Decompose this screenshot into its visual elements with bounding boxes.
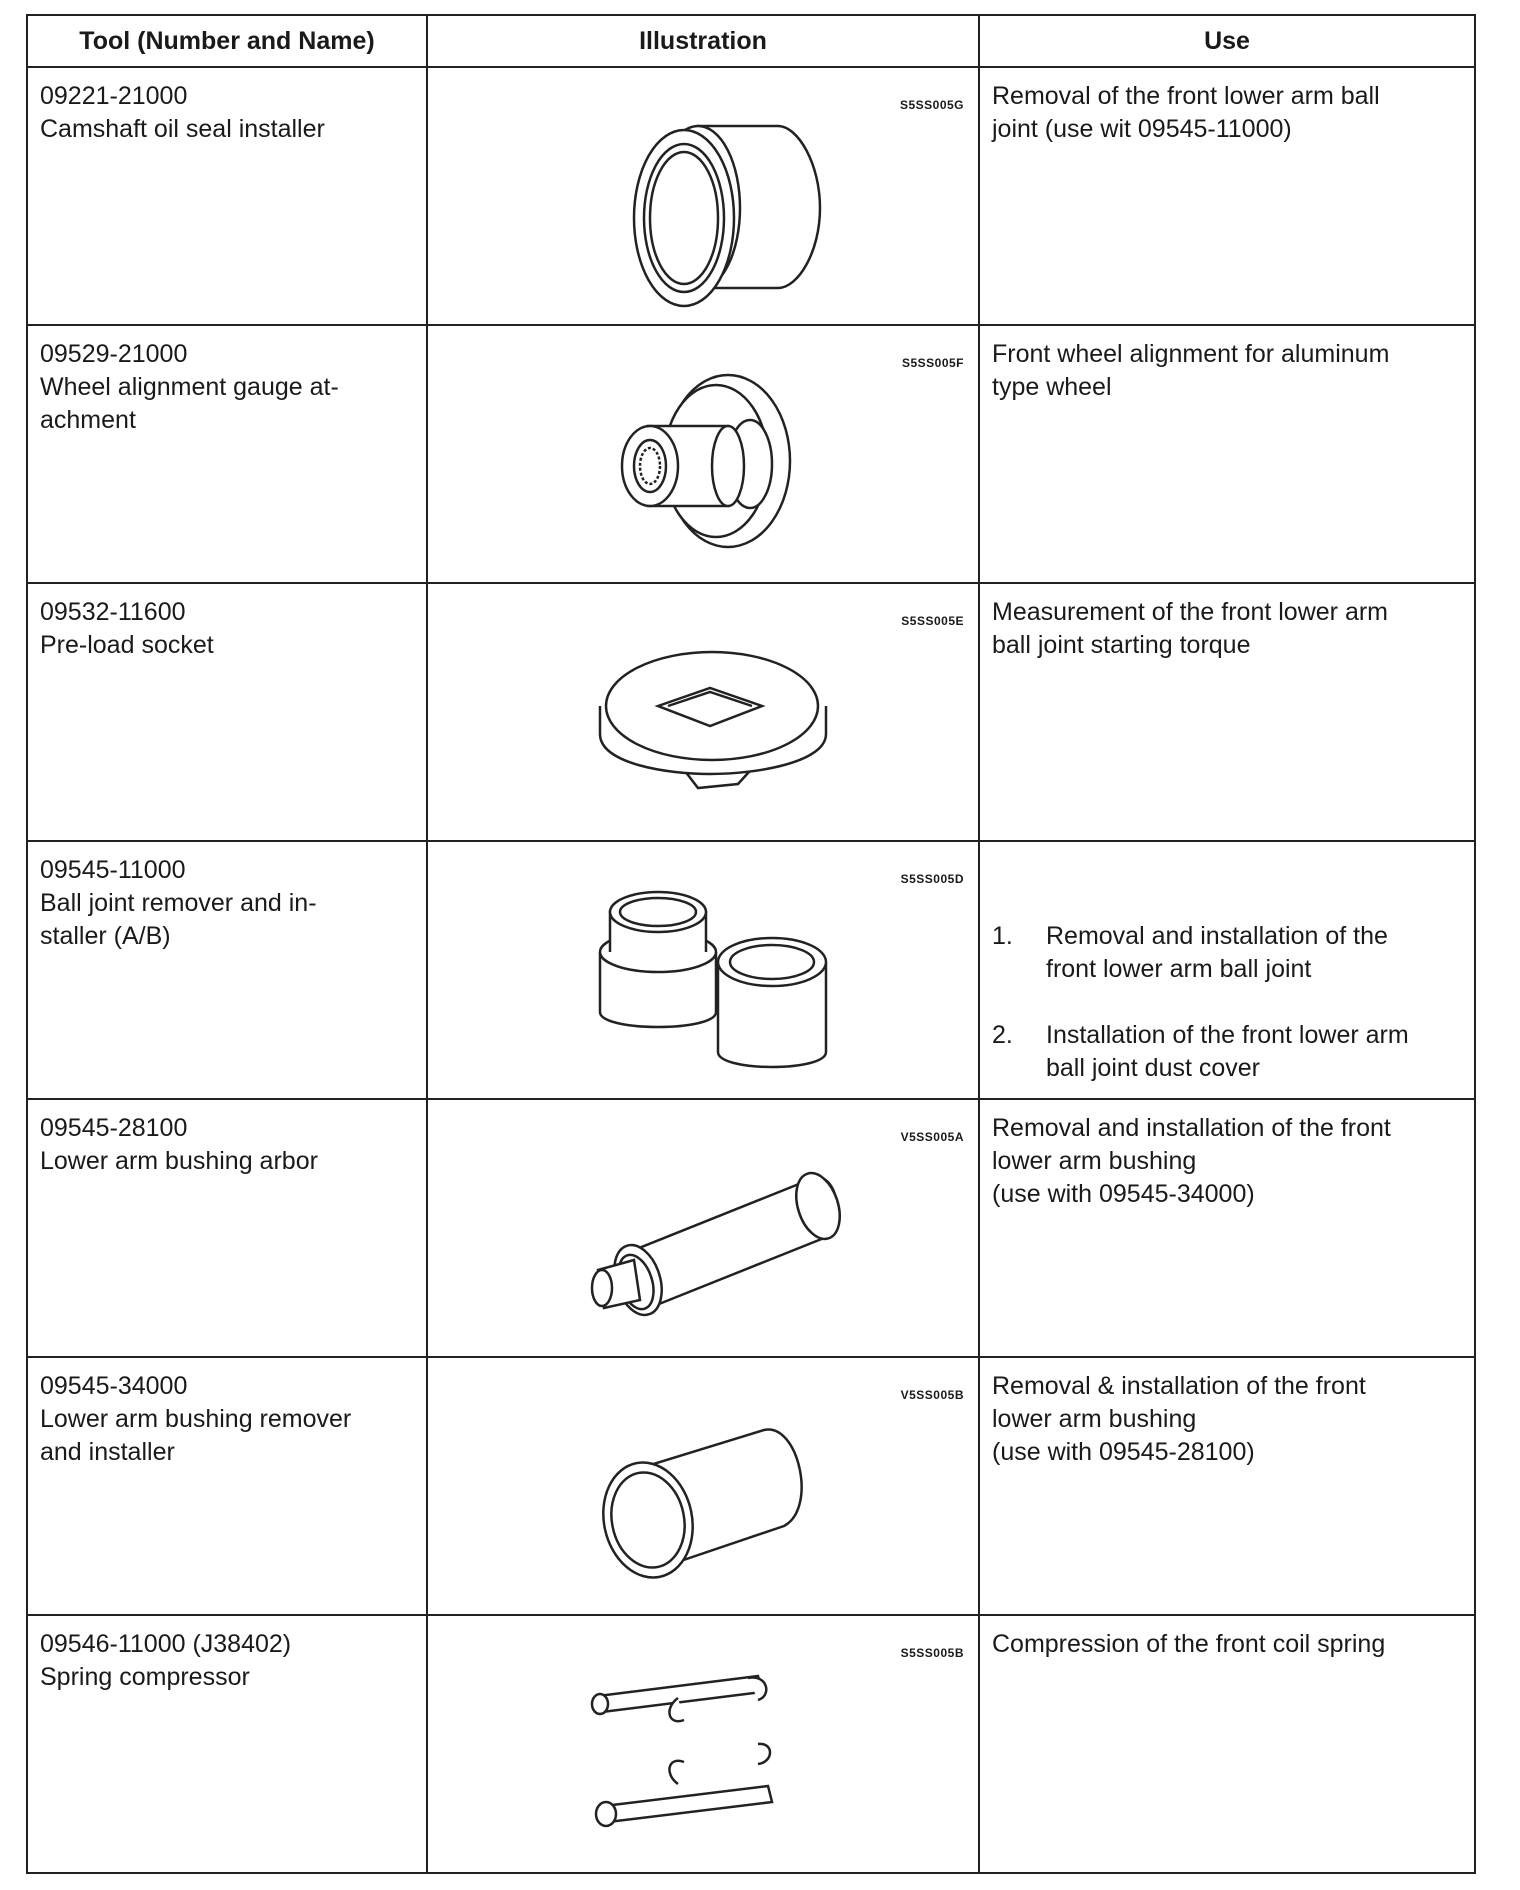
list-item: [992, 1019, 1464, 1085]
table-row: [28, 582, 1474, 840]
tool-number: 09545-34000: [40, 1372, 188, 1400]
use-cell: Removal & installation of the front lower arm bushing (use with 09545-28100): [978, 1358, 1474, 1614]
table-row: [28, 1614, 1474, 1872]
illustration-cell: [426, 584, 978, 840]
tool-number: 09221-21000: [40, 82, 188, 110]
special-tools-table: [26, 14, 1476, 1874]
list-text: Installation of the front lower arm ball joint dust cover: [1046, 1021, 1409, 1082]
header-use: Use: [978, 16, 1474, 66]
illustration-cell: [426, 68, 978, 324]
tool-cell: [28, 1358, 426, 1614]
figure-code: S5SS005D: [900, 872, 964, 886]
figure-code: V5SS005B: [900, 1388, 964, 1402]
figure-code: V5SS005A: [900, 1130, 964, 1144]
list-marker: 1.: [992, 922, 1013, 950]
table-row: [28, 324, 1474, 582]
table-row: [28, 1098, 1474, 1356]
tool-number: 09545-11000: [40, 856, 186, 884]
tool-cell: [28, 584, 426, 840]
illustration-cell: [426, 1358, 978, 1614]
tool-number: 09532-11600: [40, 598, 186, 626]
use-cell: Compression of the front coil spring: [978, 1616, 1474, 1872]
list-marker: 2.: [992, 1021, 1013, 1049]
use-cell: Removal of the front lower arm ball joint (use wit 09545-11000): [978, 68, 1474, 324]
figure-code: S5SS005E: [901, 614, 964, 628]
tool-number: 09545-28100: [40, 1114, 188, 1142]
tool-cell: [28, 1100, 426, 1356]
table-row: [28, 1356, 1474, 1614]
tool-name: Ball joint remover and in- staller (A/B): [40, 889, 317, 950]
ball-joint-remover-illustration: [428, 842, 978, 1100]
tool-cell: [28, 68, 426, 324]
tool-name: Wheel alignment gauge at- achment: [40, 373, 339, 434]
tool-name: Spring compressor: [40, 1663, 250, 1691]
figure-code: S5SS005F: [901, 356, 964, 370]
tool-number: 09546-11000 (J38402): [40, 1630, 292, 1658]
bushing-remover-illustration: [428, 1358, 978, 1614]
illustration-cell: [426, 1100, 978, 1356]
illustration-cell: [426, 1616, 978, 1872]
illustration-cell: [426, 326, 978, 582]
list-text: Removal and installation of the front lower arm ball joint: [1046, 922, 1388, 983]
table-header-row: [28, 16, 1474, 66]
figure-code: S5SS005B: [900, 1646, 964, 1660]
table-row: [28, 66, 1474, 324]
use-list: [992, 887, 1464, 1118]
tool-cell: [28, 1616, 426, 1872]
header-tool: Tool (Number and Name): [79, 26, 375, 55]
oil-seal-installer-illustration: [428, 68, 978, 324]
list-item: [992, 920, 1464, 986]
tool-cell: [28, 326, 426, 582]
alignment-gauge-illustration: [428, 326, 978, 582]
tool-number: 09529-21000: [40, 340, 188, 368]
tool-name: Pre-load socket: [40, 631, 214, 659]
header-illustration: Illustration: [426, 16, 978, 66]
table-row: [28, 840, 1474, 1098]
use-cell: Removal and installation of the front lower arm bushing (use with 09545-34000): [978, 1100, 1474, 1356]
tool-name: Lower arm bushing arbor: [40, 1147, 318, 1175]
tool-name: Camshaft oil seal installer: [40, 115, 325, 143]
tool-name: Lower arm bushing remover and installer: [40, 1405, 352, 1466]
bushing-arbor-illustration: [428, 1100, 978, 1356]
use-cell: Front wheel alignment for aluminum type wheel: [978, 326, 1474, 582]
use-cell: Measurement of the front lower arm ball joint starting torque: [978, 584, 1474, 840]
spring-compressor-illustration: [428, 1616, 978, 1872]
figure-code: S5SS005G: [899, 98, 964, 112]
preload-socket-illustration: [428, 584, 978, 840]
